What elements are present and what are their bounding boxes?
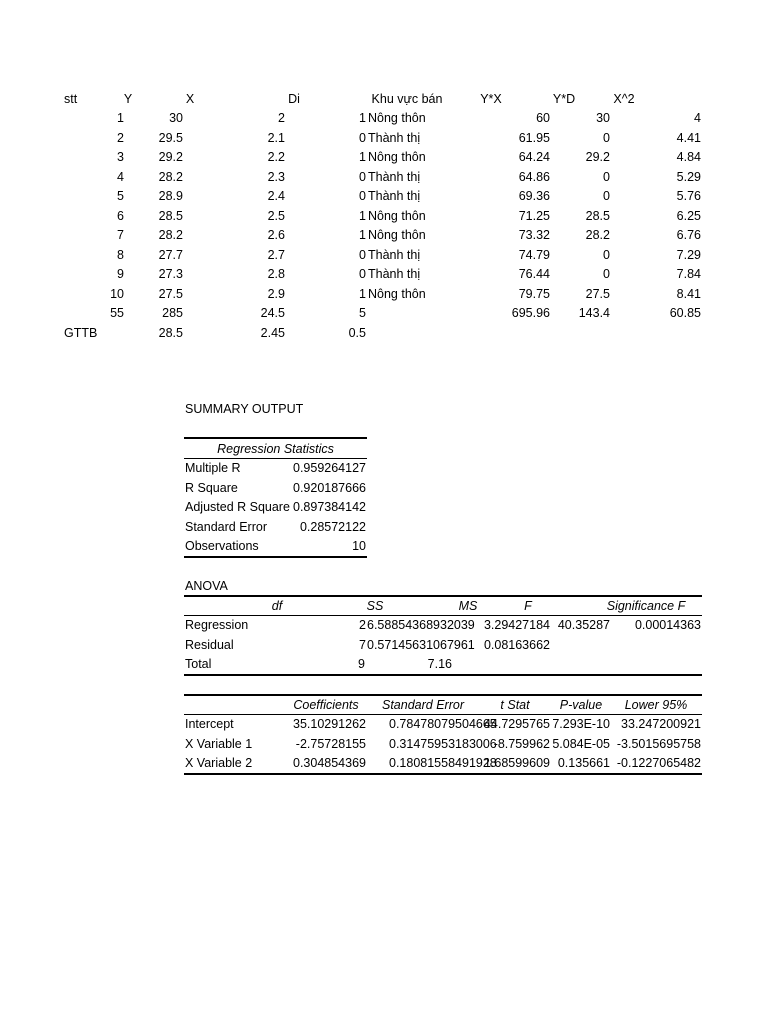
stat-label: Observations — [185, 539, 259, 553]
y-cell: 28.2 — [158, 169, 183, 184]
x-cell: 2.3 — [267, 169, 285, 184]
anova-cell: 7.16 — [427, 657, 452, 671]
y-cell: 29.5 — [158, 130, 183, 145]
column-header: stt — [64, 92, 78, 106]
column-header: Y — [123, 92, 133, 106]
anova-top-border — [184, 595, 702, 597]
region-cell: Nông thôn — [368, 208, 426, 223]
column-header: Khu vực bán — [371, 92, 443, 106]
anova-column-header: Significance F — [606, 599, 686, 613]
di-cell: 0 — [359, 267, 366, 281]
x-cell: 2.2 — [267, 150, 285, 164]
y-cell: 28.9 — [158, 189, 183, 203]
x2-cell: 6.25 — [676, 208, 701, 223]
region-cell: Thành thị — [368, 169, 421, 184]
x2-cell: 4.41 — [676, 130, 701, 145]
coefficient-cell: 5.084E-05 — [552, 736, 610, 751]
coefficient-cell: 0.304854369 — [293, 756, 366, 770]
stat-label: Multiple R — [185, 461, 241, 475]
anova-cell: 6.58854368932039 — [367, 618, 475, 632]
di-cell: 0 — [359, 169, 366, 184]
anova-cell: 9 — [358, 657, 365, 671]
coefficient-cell: 44.7295765 — [483, 717, 550, 731]
average-cell: 28.5 — [158, 325, 183, 340]
anova-header-border — [184, 615, 702, 616]
stat-value: 0.920187666 — [293, 480, 366, 495]
x-cell: 2.1 — [267, 130, 285, 145]
di-cell: 0 — [359, 189, 366, 203]
total-cell: 60.85 — [669, 306, 701, 320]
x-cell: 2.4 — [267, 189, 285, 203]
total-cell: 5 — [359, 306, 366, 320]
x2-cell: 8.41 — [676, 286, 701, 301]
y-cell: 28.5 — [158, 208, 183, 223]
column-header: X^2 — [613, 92, 635, 106]
average-cell: 2.45 — [260, 325, 285, 340]
coefficients-header-border — [184, 714, 702, 715]
total-cell: 24.5 — [260, 306, 285, 320]
stt-cell: 10 — [110, 286, 124, 301]
anova-cell: 0.08163662 — [483, 637, 550, 652]
region-cell: Thành thị — [368, 247, 421, 262]
coefficients-column-header: P-value — [559, 698, 603, 712]
column-header: Y*X — [480, 92, 502, 106]
y-cell: 27.7 — [158, 247, 183, 262]
yd-cell: 28.5 — [585, 208, 610, 223]
y-cell: 27.3 — [158, 267, 183, 281]
anova-cell: 7 — [359, 637, 366, 652]
coefficient-cell: 7.293E-10 — [552, 717, 610, 731]
yx-cell: 61.95 — [518, 130, 550, 145]
yd-cell: 30 — [596, 111, 610, 125]
di-cell: 0 — [359, 130, 366, 145]
stt-cell: 7 — [117, 228, 124, 242]
yx-cell: 64.86 — [518, 169, 550, 184]
yx-cell: 74.79 — [518, 247, 550, 262]
coefficient-cell: 35.10291262 — [293, 717, 366, 731]
regression-statistics-header: Regression Statistics — [217, 442, 334, 456]
yd-cell: 0 — [603, 267, 610, 281]
yx-cell: 69.36 — [518, 189, 550, 203]
anova-bottom-border — [184, 674, 702, 676]
stat-label: R Square — [185, 480, 238, 495]
region-cell: Thành thị — [368, 267, 421, 281]
coefficients-column-header: Lower 95% — [624, 698, 688, 712]
stat-label: Adjusted R Square — [185, 500, 290, 514]
summary-title: SUMMARY OUTPUT — [185, 402, 304, 416]
column-header: Di — [288, 92, 300, 106]
x2-cell: 6.76 — [676, 228, 701, 242]
anova-row-label: Total — [185, 657, 212, 671]
x-cell: 2.6 — [267, 228, 285, 242]
x-cell: 2.7 — [267, 247, 285, 262]
stt-cell: 3 — [117, 150, 124, 164]
coefficient-row-label: X Variable 2 — [185, 756, 253, 770]
coefficient-cell: 0.18081558491928 — [389, 756, 497, 770]
stt-cell: 8 — [117, 247, 124, 262]
anova-cell: 0.00014363 — [634, 618, 701, 632]
anova-row-label: Regression — [185, 618, 249, 632]
stt-cell: 4 — [117, 169, 124, 184]
anova-cell: 0.57145631067961 — [367, 637, 475, 652]
column-header: X — [185, 92, 195, 106]
x2-cell: 7.84 — [676, 267, 701, 281]
anova-column-header: SS — [366, 599, 384, 613]
y-cell: 27.5 — [158, 286, 183, 301]
anova-row-label: Residual — [185, 637, 234, 652]
region-cell: Nông thôn — [368, 228, 426, 242]
yd-cell: 0 — [603, 189, 610, 203]
y-cell: 29.2 — [158, 150, 183, 164]
coefficient-cell: -2.75728155 — [295, 736, 366, 751]
stt-cell: 1 — [117, 111, 124, 125]
di-cell: 1 — [359, 111, 366, 125]
x2-cell: 4.84 — [676, 150, 701, 164]
yd-cell: 28.2 — [585, 228, 610, 242]
coefficients-bottom-border — [184, 773, 702, 775]
yd-cell: 29.2 — [585, 150, 610, 164]
coefficient-cell: 1.68599609 — [483, 756, 550, 770]
anova-cell: 3.29427184 — [483, 618, 550, 632]
yx-cell: 71.25 — [518, 208, 550, 223]
total-cell: 285 — [162, 306, 183, 320]
coefficient-row-label: X Variable 1 — [185, 736, 253, 751]
stt-cell: 6 — [117, 208, 124, 223]
x2-cell: 7.29 — [676, 247, 701, 262]
region-cell: Nông thôn — [368, 286, 426, 301]
anova-column-header: df — [271, 599, 283, 613]
yx-cell: 64.24 — [518, 150, 550, 164]
x-cell: 2.8 — [267, 267, 285, 281]
total-cell: 143.4 — [578, 306, 610, 320]
yx-cell: 79.75 — [518, 286, 550, 301]
coefficient-cell: -0.1227065482 — [616, 756, 701, 770]
x-cell: 2 — [278, 111, 285, 125]
region-cell: Thành thị — [368, 130, 421, 145]
coefficients-column-header: t Stat — [500, 698, 530, 712]
anova-column-header: F — [524, 599, 532, 613]
column-header: Y*D — [552, 92, 576, 106]
region-cell: Thành thị — [368, 189, 421, 203]
di-cell: 1 — [359, 150, 366, 164]
stat-value: 10 — [352, 539, 366, 553]
yx-cell: 60 — [536, 111, 550, 125]
total-cell: 55 — [110, 306, 124, 320]
x2-cell: 5.76 — [676, 189, 701, 203]
x2-cell: 5.29 — [676, 169, 701, 184]
stt-cell: 5 — [117, 189, 124, 203]
yx-cell: 76.44 — [518, 267, 550, 281]
di-cell: 1 — [359, 228, 366, 242]
x-cell: 2.9 — [267, 286, 285, 301]
yd-cell: 0 — [603, 247, 610, 262]
di-cell: 1 — [359, 286, 366, 301]
y-cell: 28.2 — [158, 228, 183, 242]
average-label: GTTB — [64, 325, 98, 340]
stat-value: 0.28572122 — [299, 519, 366, 534]
di-cell: 1 — [359, 208, 366, 223]
yd-cell: 27.5 — [585, 286, 610, 301]
di-cell: 0 — [359, 247, 366, 262]
coefficients-column-header: Coefficients — [293, 698, 359, 712]
yd-cell: 0 — [603, 130, 610, 145]
regression-top-border — [184, 437, 367, 439]
anova-cell: 40.35287 — [557, 618, 610, 632]
coefficient-cell: 0.78478079504665 — [389, 717, 497, 731]
coefficient-cell: -8.759962 — [493, 736, 550, 751]
stt-cell: 9 — [117, 267, 124, 281]
stat-value: 0.897384142 — [293, 500, 366, 514]
coefficient-cell: 0.31475953183006 — [389, 736, 497, 751]
region-cell: Nông thôn — [368, 111, 426, 125]
yx-cell: 73.32 — [518, 228, 550, 242]
coefficients-column-header: Standard Error — [382, 698, 464, 712]
stat-value: 0.959264127 — [293, 461, 366, 475]
yd-cell: 0 — [603, 169, 610, 184]
anova-title: ANOVA — [185, 579, 228, 593]
x-cell: 2.5 — [267, 208, 285, 223]
anova-column-header: MS — [458, 599, 478, 613]
x2-cell: 4 — [694, 111, 701, 125]
regression-header-border — [184, 458, 367, 459]
stt-cell: 2 — [117, 130, 124, 145]
y-cell: 30 — [169, 111, 183, 125]
average-cell: 0.5 — [348, 325, 366, 340]
coefficient-cell: 33.247200921 — [621, 717, 701, 731]
anova-cell: 2 — [359, 618, 366, 632]
regression-bottom-border — [184, 556, 367, 558]
coefficient-row-label: Intercept — [185, 717, 234, 731]
coefficients-top-border — [184, 694, 702, 696]
stat-label: Standard Error — [185, 519, 267, 534]
coefficient-cell: -3.5015695758 — [616, 736, 701, 751]
region-cell: Nông thôn — [368, 150, 426, 164]
coefficient-cell: 0.135661 — [557, 756, 610, 770]
total-cell: 695.96 — [511, 306, 550, 320]
